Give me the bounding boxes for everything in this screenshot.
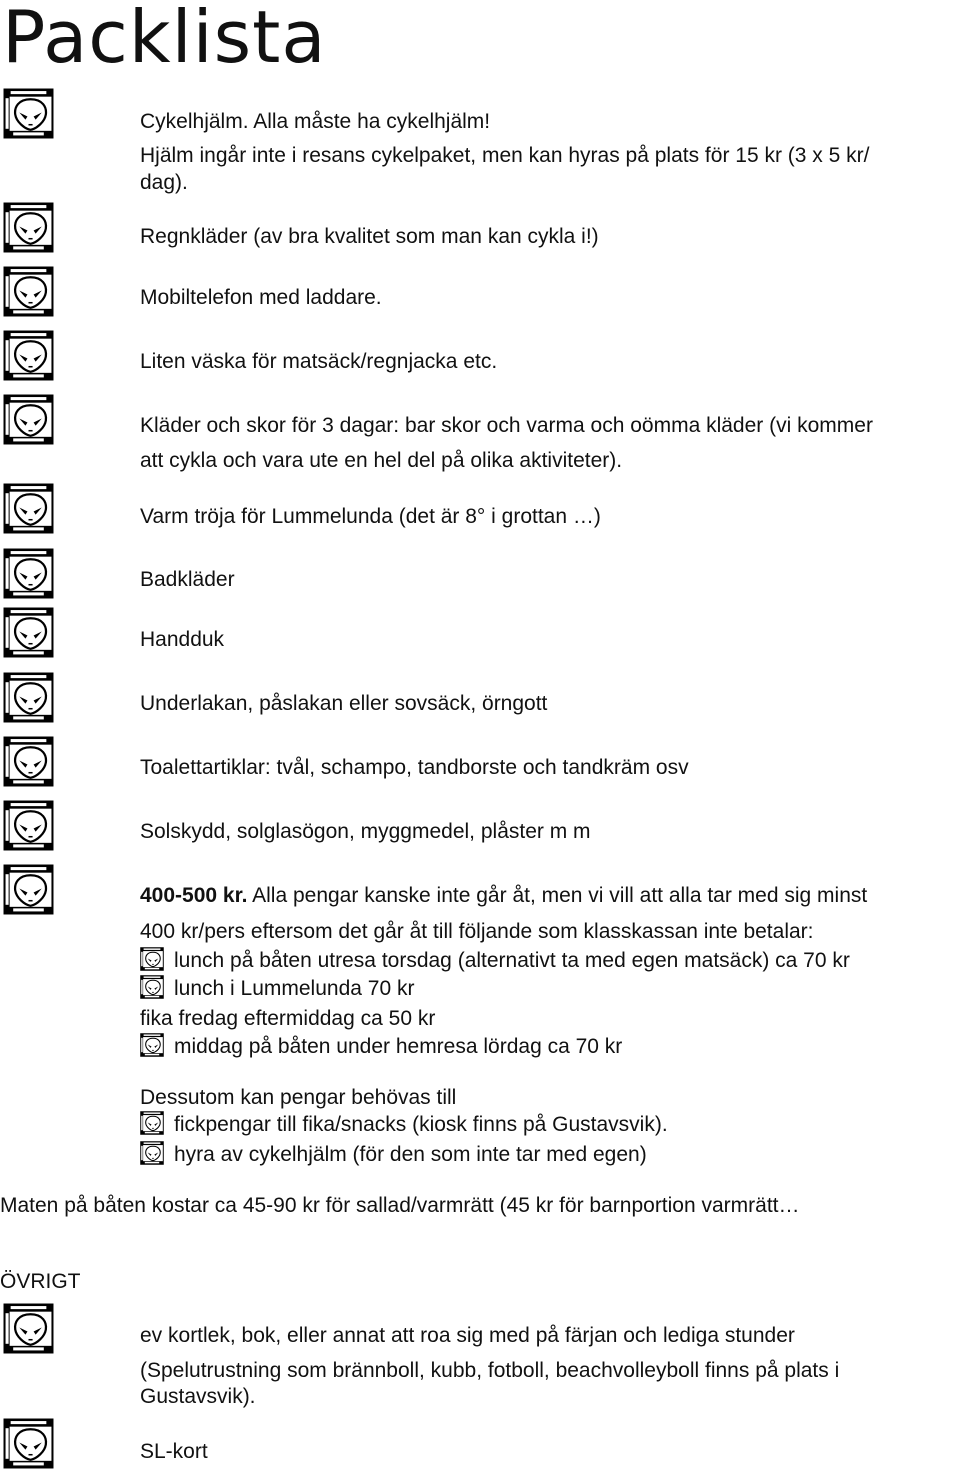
item-towel: Handduk [140,628,225,651]
helmet-line-2: Hjälm ingår inte i resans cykelpaket, men kan hyras på plats för 15 kr (3 x 5 kr/ [140,144,870,167]
alien-face-stamp-icon [140,1111,164,1135]
alien-face-stamp-icon [3,1303,54,1354]
alien-face-stamp-icon [3,1418,54,1469]
other-sl-card: SL-kort [140,1440,208,1463]
alien-face-stamp-icon [3,330,54,381]
money-sub-2: lunch i Lummelunda 70 kr [140,974,414,1003]
page-title: Packlista [2,0,327,79]
other-games: ev kortlek, bok, eller annat att roa sig med på färjan och lediga stunder [140,1324,795,1347]
item-sweater: Varm tröja för Lummelunda (det är 8° i grottan …) [140,505,601,528]
alien-face-stamp-icon [3,864,54,915]
alien-face-stamp-icon [140,1141,164,1165]
money-line-1-rest: Alla pengar kanske inte går åt, men vi vill att alla tar med sig minst [247,884,868,907]
alien-face-stamp-icon [3,88,54,139]
money-sub-3: fika fredag eftermiddag ca 50 kr [140,1007,436,1030]
item-phone: Mobiltelefon med laddare. [140,286,382,309]
alien-face-stamp-icon [140,975,164,999]
alien-face-stamp-icon [3,548,54,599]
alien-face-stamp-icon [3,202,54,253]
item-bag: Liten väska för matsäck/regnjacka etc. [140,350,498,373]
item-rain-clothes: Regnkläder (av bra kvalitet som man kan cykla i!) [140,225,599,248]
alien-face-stamp-icon [3,736,54,787]
alien-face-stamp-icon [3,483,54,534]
other-equipment: (Spelutrustning som brännboll, kubb, fotboll, beachvolleyboll finns på plats i Gustavsvik). [140,1359,840,1408]
alien-face-stamp-icon [3,394,54,445]
extra-1: fickpengar till fika/snacks (kiosk finns på Gustavsvik). [140,1110,668,1139]
alien-face-stamp-icon [3,607,54,658]
money-amount: 400-500 kr. [140,884,248,907]
money-line-1 [140,881,867,910]
item-sun-protection: Solskydd, solglasögon, myggmedel, plåster m m [140,820,591,843]
item-bedding: Underlakan, påslakan eller sovsäck, örngott [140,692,548,715]
section-heading-other: ÖVRIGT [0,1270,81,1293]
item-clothes-line-1: Kläder och skor för 3 dagar: bar skor och varma och oömma kläder (vi kommer [140,414,873,437]
alien-face-stamp-icon [140,947,164,971]
item-clothes-line-2: att cykla och vara ute en hel del på olika aktiviteter). [140,449,623,472]
helmet-line-3: dag). [140,171,188,194]
food-note: Maten på båten kostar ca 45-90 kr för sallad/varmrätt (45 kr för barnportion varmrätt… [0,1194,800,1217]
extra-heading: Dessutom kan pengar behövas till [140,1086,457,1109]
helmet-line-1: Cykelhjälm. Alla måste ha cykelhjälm! [140,110,491,133]
money-line-2: 400 kr/pers eftersom det går åt till följande som klasskassan inte betalar: [140,920,814,943]
alien-face-stamp-icon [3,266,54,317]
item-toiletries: Toalettartiklar: tvål, schampo, tandborste och tandkräm osv [140,756,689,779]
alien-face-stamp-icon [3,672,54,723]
alien-face-stamp-icon [140,1033,164,1057]
money-sub-1: lunch på båten utresa torsdag (alternativt ta med egen matsäck) ca 70 kr [140,946,850,975]
extra-2: hyra av cykelhjälm (för den som inte tar med egen) [140,1140,647,1169]
money-sub-4: middag på båten under hemresa lördag ca 70 kr [140,1032,622,1061]
item-swimwear: Badkläder [140,568,235,591]
alien-face-stamp-icon [3,800,54,851]
